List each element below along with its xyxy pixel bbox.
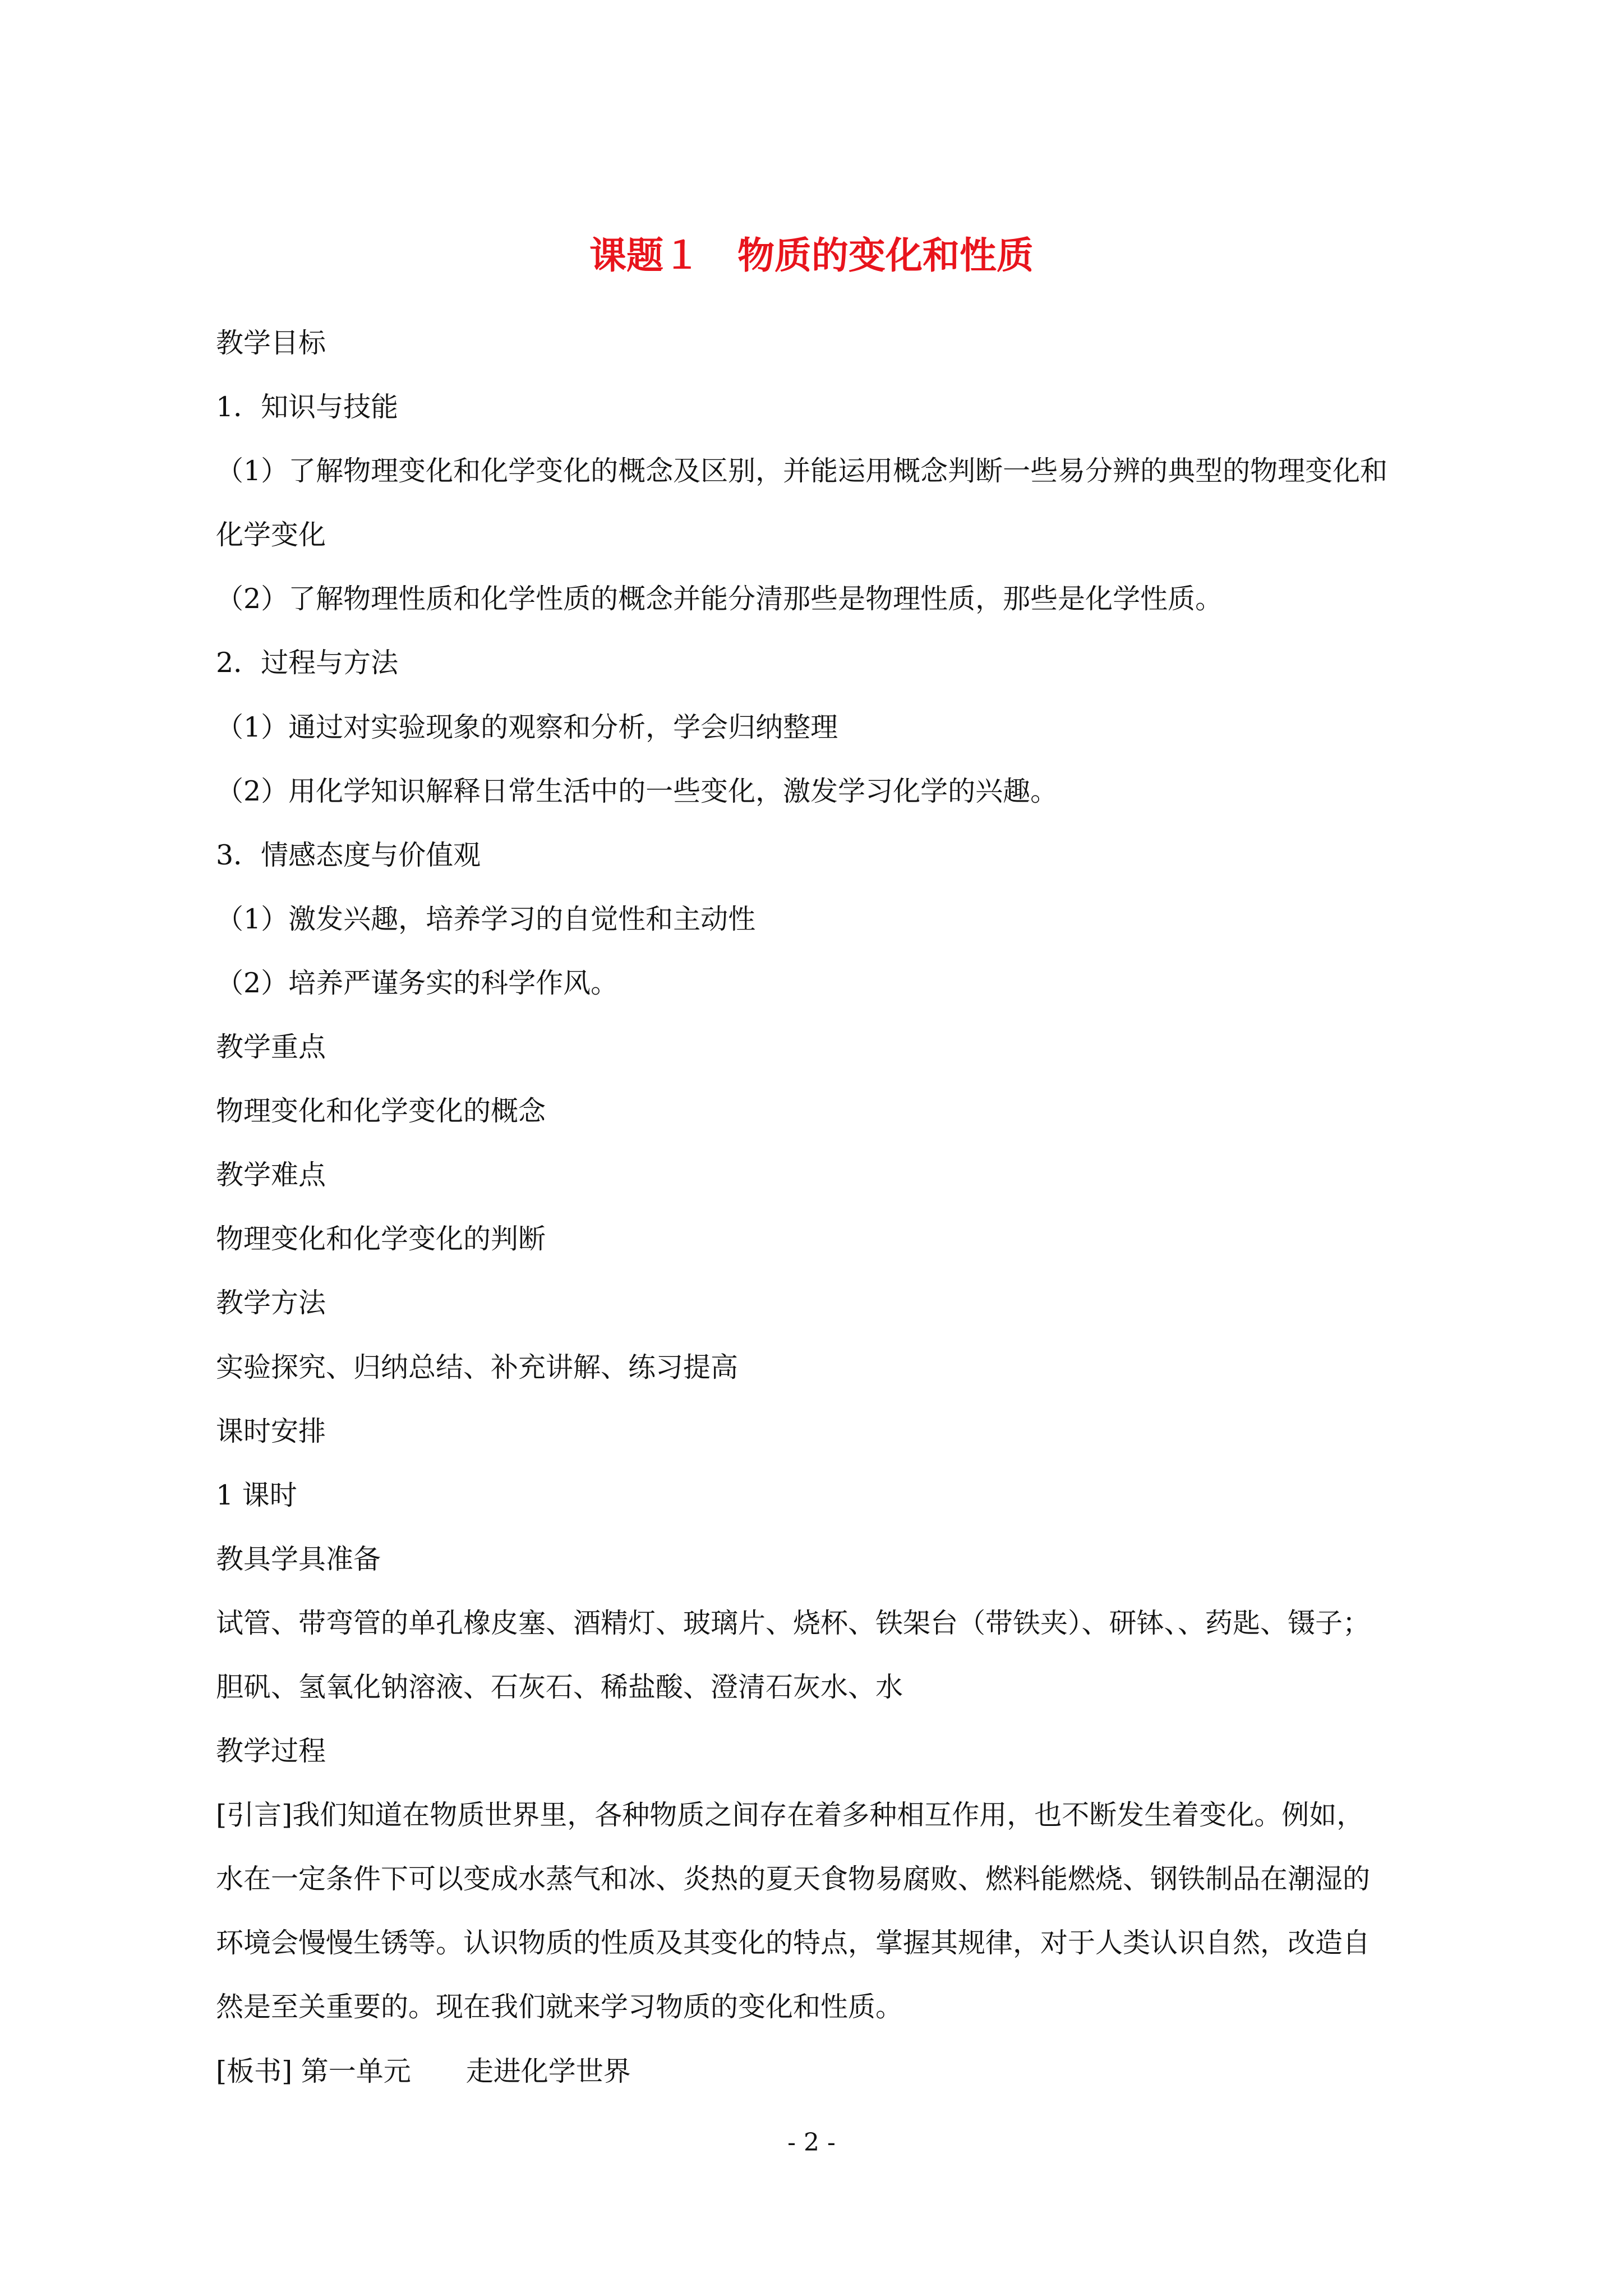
objective-1-1-continued: 化学变化 [216,519,326,551]
teaching-methods-text: 实验探究、归纳总结、补充讲解、练习提高 [216,1351,739,1383]
objective-2-2: （2）用化学知识解释日常生活中的一些变化，激发学习化学的兴趣。 [216,775,1058,807]
heading-teaching-objectives: 教学目标 [216,327,326,359]
heading-class-schedule: 课时安排 [216,1415,326,1447]
class-schedule-text: 1 课时 [216,1479,297,1511]
objective-1-2: （2）了解物理性质和化学性质的概念并能分清那些是物理性质，那些是化学性质。 [216,583,1223,615]
objective-1-1: （1）了解物理变化和化学变化的概念及区别，并能运用概念判断一些易分辨的典型的物理变化和 [216,455,1388,487]
objective-3-2: （2）培养严谨务实的科学作风。 [216,967,619,999]
page-number: - 2 - [787,2128,836,2157]
body-text [216,311,1416,2104]
difficulties-text: 物理变化和化学变化的判断 [216,1223,546,1255]
objective-process-methods: 2．过程与方法 [216,647,399,679]
materials-line-2: 胆矾、氢氧化钠溶液、石灰石、稀盐酸、澄清石灰水、水 [216,1671,903,1703]
introduction-line-2: 水在一定条件下可以变成水蒸气和冰、炎热的夏天食物易腐败、燃料能燃烧、钢铁制品在潮湿的 [216,1863,1371,1895]
heading-key-points: 教学重点 [216,1031,326,1064]
blackboard-note: [板书] 第一单元 走进化学世界 [216,2055,631,2087]
heading-materials: 教具学具准备 [216,1543,381,1575]
materials-line-1: 试管、带弯管的单孔橡皮塞、酒精灯、玻璃片、烧杯、铁架台（带铁夹）、研钵、、药匙、镊子； [216,1607,1371,1639]
objective-3-1: （1）激发兴趣，培养学习的自觉性和主动性 [216,903,756,935]
heading-teaching-process: 教学过程 [216,1735,326,1768]
key-points-text: 物理变化和化学变化的概念 [216,1095,546,1128]
introduction-line-1: [引言]我们知道在物质世界里，各种物质之间存在着多种相互作用，也不断发生着变化。例如， [216,1799,1364,1832]
heading-teaching-methods: 教学方法 [216,1287,326,1319]
objective-2-1: （1）通过对实验现象的观察和分析，学会归纳整理 [216,711,838,743]
objective-knowledge-skills: 1．知识与技能 [216,391,399,424]
lesson-title: 课题１ 物质的变化和性质 [589,233,1034,277]
heading-difficulties: 教学难点 [216,1159,326,1191]
objective-attitude-values: 3．情感态度与价值观 [216,839,481,871]
introduction-line-4: 然是至关重要的。现在我们就来学习物质的变化和性质。 [216,1991,903,2023]
introduction-line-3: 环境会慢慢生锈等。认识物质的性质及其变化的特点，掌握其规律，对于人类认识自然，改造自 [216,1927,1371,1959]
